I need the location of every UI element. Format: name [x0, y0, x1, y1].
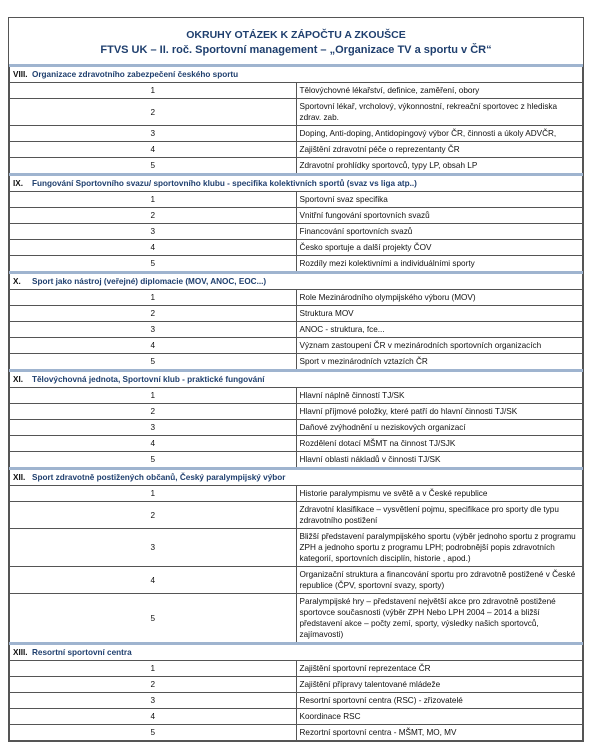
question-number: 5 [10, 594, 297, 644]
question-number: 1 [10, 486, 297, 502]
question-text: Resortní sportovní centra (RSC) - zřizovatelé [296, 693, 583, 709]
question-text: Rozdělení dotací MŠMT na činnost TJ/SJK [296, 436, 583, 452]
question-row [10, 436, 583, 452]
question-number: 2 [10, 306, 297, 322]
question-text: Paralympijské hry – představení největší akce pro zdravotně postižené sportovce současnosti (výběr ZPH Nebo LPH 2004 – 2014 a bližší představení akce – počty zemí, sporty, výsledky našich sportovců, zajímavosti) [296, 594, 583, 644]
section-header-cell [10, 371, 583, 388]
question-row [10, 354, 583, 371]
question-text: Hlavní náplně činností TJ/SK [296, 388, 583, 404]
question-text: Zajištění zdravotní péče o reprezentanty ČR [296, 142, 583, 158]
question-number: 4 [10, 709, 297, 725]
question-row [10, 224, 583, 240]
question-row [10, 240, 583, 256]
question-row [10, 693, 583, 709]
section-header-cell [10, 66, 583, 83]
question-row [10, 338, 583, 354]
question-row [10, 529, 583, 567]
section-title: Resortní sportovní centra [32, 648, 132, 657]
question-text: Koordinace RSC [296, 709, 583, 725]
question-number: 3 [10, 693, 297, 709]
section-header-cell [10, 644, 583, 661]
section-title: Fungování Sportovního svazu/ sportovního klubu - specifika kolektivních sportů (svaz vs liga atp..) [32, 179, 417, 188]
question-row [10, 322, 583, 338]
section-header-cell [10, 273, 583, 290]
question-row [10, 725, 583, 741]
question-text: Zajištění sportovní reprezentace ČR [296, 661, 583, 677]
section-title: Organizace zdravotního zabezpečení českého sportu [32, 70, 239, 79]
question-number: 1 [10, 192, 297, 208]
section-header-row [10, 66, 583, 83]
question-row [10, 502, 583, 529]
question-text: Sportovní lékař, vrcholový, výkonnostní, rekreační sportovec z hlediska zdrav. zab. [296, 99, 583, 126]
section-roman-numeral: XII. [13, 473, 26, 482]
question-number: 1 [10, 661, 297, 677]
question-row [10, 99, 583, 126]
question-text: Sportovní svaz specifika [296, 192, 583, 208]
question-number: 1 [10, 388, 297, 404]
section-header-row [10, 273, 583, 290]
question-number: 2 [10, 99, 297, 126]
question-text: Česko sportuje a další projekty ČOV [296, 240, 583, 256]
question-text: Vnitřní fungování sportovních svazů [296, 208, 583, 224]
question-row [10, 661, 583, 677]
question-number: 4 [10, 142, 297, 158]
section-roman-numeral: X. [13, 277, 21, 286]
question-text: Rezortní sportovní centra - MŠMT, MO, MV [296, 725, 583, 741]
document-sheet [8, 17, 584, 742]
question-number: 3 [10, 322, 297, 338]
question-row [10, 709, 583, 725]
question-number: 3 [10, 529, 297, 567]
question-row [10, 83, 583, 99]
question-text: Struktura MOV [296, 306, 583, 322]
question-number: 5 [10, 452, 297, 469]
question-text: Organizační struktura a financování sportu pro zdravotně postižené v České republice (ČPV, sportovní svazy, sporty) [296, 567, 583, 594]
question-text: Význam zastoupení ČR v mezinárodních sportovních organizacích [296, 338, 583, 354]
question-row [10, 567, 583, 594]
question-text: Zajištění přípravy talentované mládeže [296, 677, 583, 693]
question-row [10, 594, 583, 644]
question-text: Financování sportovních svazů [296, 224, 583, 240]
document-header [9, 18, 583, 64]
section-roman-numeral: VIII. [13, 70, 28, 79]
question-text: Doping, Anti-doping, Antidopingový výbor ČR, činnosti a úkoly ADVČR, [296, 126, 583, 142]
section-roman-numeral: XI. [13, 375, 24, 384]
section-title: Sport zdravotně postižených občanů, Český paralympijský výbor [32, 473, 286, 482]
question-row [10, 306, 583, 322]
question-text: Zdravotní klasifikace – vysvětlení pojmu, specifikace pro sporty dle typu zdravotního postižení [296, 502, 583, 529]
question-text: Role Mezinárodního olympijského výboru (MOV) [296, 290, 583, 306]
question-row [10, 404, 583, 420]
question-text: Hlavní oblasti nákladů v činnosti TJ/SK [296, 452, 583, 469]
section-header-row [10, 175, 583, 192]
question-number: 1 [10, 290, 297, 306]
question-text: ANOC - struktura, fce... [296, 322, 583, 338]
question-number: 4 [10, 338, 297, 354]
question-row [10, 192, 583, 208]
question-text: Hlavní příjmové položky, které patří do hlavní činnosti TJ/SK [296, 404, 583, 420]
question-row [10, 126, 583, 142]
question-number: 4 [10, 436, 297, 452]
question-number: 3 [10, 420, 297, 436]
question-number: 5 [10, 725, 297, 741]
question-number: 1 [10, 83, 297, 99]
question-row [10, 256, 583, 273]
question-number: 2 [10, 502, 297, 529]
question-number: 4 [10, 240, 297, 256]
document-subtitle: FTVS UK – II. roč. Sportovní management – „Organizace TV a sportu v ČR“ [100, 44, 492, 56]
question-row [10, 208, 583, 224]
question-number: 2 [10, 404, 297, 420]
question-number: 2 [10, 208, 297, 224]
question-number: 3 [10, 126, 297, 142]
question-number: 5 [10, 354, 297, 371]
question-number: 4 [10, 567, 297, 594]
questions-table [9, 64, 583, 741]
question-row [10, 452, 583, 469]
question-text: Sport v mezinárodních vztazích ČR [296, 354, 583, 371]
question-row [10, 290, 583, 306]
section-roman-numeral: XIII. [13, 648, 28, 657]
section-header-cell [10, 175, 583, 192]
question-text: Zdravotní prohlídky sportovců, typy LP, obsah LP [296, 158, 583, 175]
question-row [10, 486, 583, 502]
question-row [10, 142, 583, 158]
question-text: Historie paralympismu ve světě a v České republice [296, 486, 583, 502]
question-number: 2 [10, 677, 297, 693]
section-header-row [10, 469, 583, 486]
section-roman-numeral: IX. [13, 179, 24, 188]
question-row [10, 420, 583, 436]
section-header-row [10, 371, 583, 388]
section-header-row [10, 644, 583, 661]
question-text: Rozdíly mezi kolektivními a individuálními sporty [296, 256, 583, 273]
question-number: 5 [10, 256, 297, 273]
question-text: Tělovýchovné lékařství, definice, zaměření, obory [296, 83, 583, 99]
question-number: 5 [10, 158, 297, 175]
question-row [10, 158, 583, 175]
question-row [10, 388, 583, 404]
question-row [10, 677, 583, 693]
question-text: Bližší představení paralympijského sportu (výběr jednoho sportu z programu ZPH a jednoho sportu z programu LPH; podrobnější popis zdravotních kategorií, sportovních disciplín, historie , apod.) [296, 529, 583, 567]
question-text: Daňové zvýhodnění u neziskových organizací [296, 420, 583, 436]
section-title: Tělovýchovná jednota, Sportovní klub - praktické fungování [32, 375, 265, 384]
document-title: OKRUHY OTÁZEK K ZÁPOČTU A ZKOUŠCE [186, 29, 406, 41]
section-title: Sport jako nástroj (veřejné) diplomacie (MOV, ANOC, EOC...) [32, 277, 267, 286]
section-header-cell [10, 469, 583, 486]
question-number: 3 [10, 224, 297, 240]
